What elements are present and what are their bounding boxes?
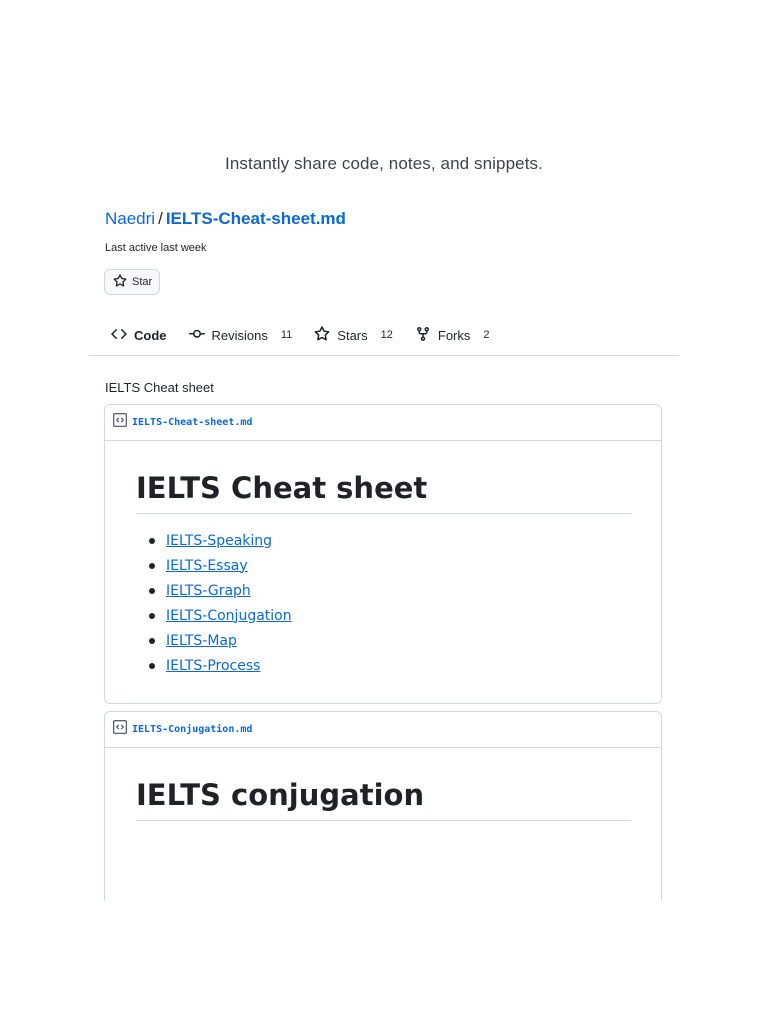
list-item (147, 528, 631, 553)
tab-code-label: Code (134, 327, 167, 343)
breadcrumb-separator: / (158, 209, 163, 228)
tab-code[interactable] (111, 326, 167, 345)
list-item (147, 603, 631, 628)
tab-revisions[interactable] (189, 326, 293, 345)
list-item (147, 578, 631, 603)
markdown-heading: IELTS conjugation (136, 778, 631, 821)
repo-forked-icon (415, 326, 431, 345)
file-header (105, 712, 661, 748)
gist-description: IELTS Cheat sheet (105, 380, 214, 395)
file-code-icon (113, 413, 127, 432)
star-icon (314, 326, 330, 345)
gist-owner-link[interactable]: Naedri (105, 209, 156, 228)
file-box (104, 711, 662, 901)
link-ielts-speaking[interactable]: IELTS-Speaking (166, 532, 273, 549)
markdown-body (105, 748, 661, 855)
list-item (147, 628, 631, 653)
file-name-link[interactable]: IELTS-Conjugation.md (132, 724, 253, 735)
tab-forks-label: Forks (437, 327, 471, 343)
link-ielts-graph[interactable]: IELTS-Graph (166, 582, 251, 599)
tabs-divider (89, 355, 679, 356)
tab-forks[interactable] (415, 326, 490, 345)
tab-revisions-label: Revisions (211, 327, 268, 343)
tab-stars[interactable] (314, 326, 393, 345)
star-button-label: Star (132, 276, 153, 288)
last-active-text: Last active last week (105, 242, 207, 254)
file-box (104, 404, 662, 704)
tab-stars-label: Stars (337, 327, 368, 343)
link-ielts-process[interactable]: IELTS-Process (166, 657, 261, 674)
link-ielts-conjugation[interactable]: IELTS-Conjugation (166, 607, 292, 624)
markdown-heading: IELTS Cheat sheet (136, 471, 631, 514)
markdown-body (105, 441, 661, 698)
stars-count: 12 (380, 329, 393, 341)
star-icon (113, 274, 127, 291)
forks-count: 2 (483, 329, 490, 341)
link-ielts-map[interactable]: IELTS-Map (166, 632, 237, 649)
file-name-link[interactable]: IELTS-Cheat-sheet.md (132, 417, 253, 428)
list-item (147, 653, 631, 678)
star-button[interactable] (104, 269, 160, 295)
gist-tabs (111, 322, 512, 348)
code-icon (111, 326, 127, 345)
list-item (147, 553, 631, 578)
git-commit-icon (189, 326, 205, 345)
revisions-count: 11 (280, 329, 293, 341)
tagline: Instantly share code, notes, and snippets. (225, 154, 543, 173)
gist-name-link[interactable]: IELTS-Cheat-sheet.md (165, 209, 346, 228)
breadcrumb (105, 209, 346, 229)
link-list (136, 528, 631, 678)
link-ielts-essay[interactable]: IELTS-Essay (166, 557, 248, 574)
file-code-icon (113, 720, 127, 739)
file-header (105, 405, 661, 441)
